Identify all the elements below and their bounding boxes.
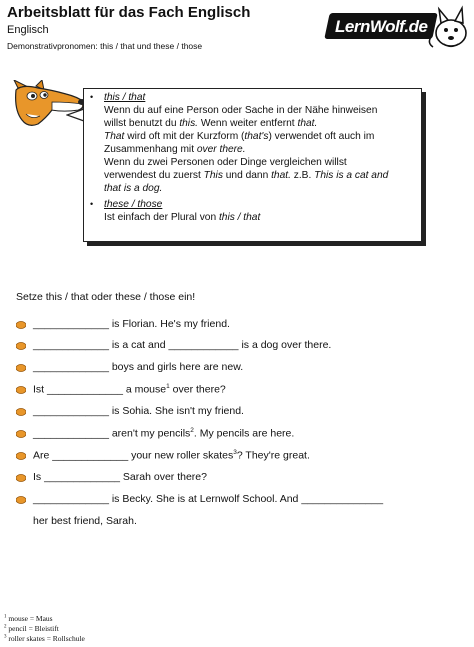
rule-text-line: Ist einfach der Plural von this / that — [104, 212, 261, 223]
bullet-icon: • — [90, 199, 94, 209]
rule-text-line: Zusammenhang mit over there. — [104, 144, 246, 155]
logo-text: LernWolf.de — [335, 17, 428, 36]
paw-bullet-icon — [16, 430, 26, 438]
exercise-item[interactable]: Ist _____________ a mouse$^1$ over there? — [33, 383, 226, 396]
rule-text-line: Wenn du auf eine Person oder Sache in der Nähe hinweisen — [104, 105, 378, 116]
rule-heading-these-those: these / those — [104, 199, 163, 210]
topic-label: Demonstrativpronomen: this / that und these / those — [7, 41, 203, 51]
exercise-item[interactable]: Are _____________ your new roller skates$^3$? They're great. — [33, 449, 310, 462]
paw-bullet-icon — [16, 496, 26, 504]
rule-text-line: willst benutzt du this. Wenn weiter entfernt that. — [104, 118, 318, 129]
wolf-head-icon — [12, 80, 90, 132]
paw-bullet-icon — [16, 452, 26, 460]
paw-bullet-icon — [16, 321, 26, 329]
footnote: $^1$ mouse = Maus — [4, 614, 53, 623]
rule-text-line: Wenn du zwei Personen oder Dinge vergleichen willst — [104, 157, 347, 168]
rule-text-line: That wird oft mit der Kurzform (that's) verwendet oft auch im — [104, 131, 375, 142]
exercise-item[interactable]: _____________ is Becky. She is at Lernwolf School. And ______________ — [33, 493, 384, 505]
page-title: Arbeitsblatt für das Fach Englisch — [7, 4, 251, 21]
rule-heading-this-that: this / that — [104, 92, 146, 103]
paw-bullet-icon — [16, 342, 26, 350]
exercise-item[interactable]: _____________ boys and girls here are new. — [33, 361, 244, 373]
bullet-icon: • — [90, 92, 94, 102]
rule-text-line: verwendest du zuerst This und dann that. z.B. This is a cat and — [104, 170, 389, 181]
grammar-info-box — [83, 88, 422, 242]
footnote: $^3$ roller skates = Rollschule — [4, 634, 85, 643]
paw-bullet-icon — [16, 408, 26, 416]
paw-bullet-icon — [16, 474, 26, 482]
exercise-item[interactable]: _____________ is a cat and ____________ is a dog over there. — [33, 339, 332, 351]
subject-label: Englisch — [7, 24, 49, 36]
exercise-instruction: Setze this / that oder these / those ein! — [16, 291, 196, 303]
exercise-item[interactable]: _____________ is Sohia. She isn't my friend. — [33, 405, 244, 417]
exercise-item[interactable]: Is _____________ Sarah over there? — [33, 471, 207, 483]
footnote: $^2$ pencil = Bleistift — [4, 624, 59, 633]
exercise-item[interactable]: _____________ is Florian. He's my friend. — [33, 318, 230, 330]
paw-bullet-icon — [16, 364, 26, 372]
exercise-item[interactable]: _____________ aren't my pencils$^2$. My pencils are here. — [33, 427, 295, 440]
paw-bullet-icon — [16, 386, 26, 394]
lernwolf-logo[interactable] — [321, 3, 471, 55]
exercise-item-continuation[interactable]: her best friend, Sarah. — [33, 515, 137, 527]
rule-text-line: that is a dog. — [104, 183, 163, 194]
wolf-mascot-icon — [425, 3, 471, 55]
